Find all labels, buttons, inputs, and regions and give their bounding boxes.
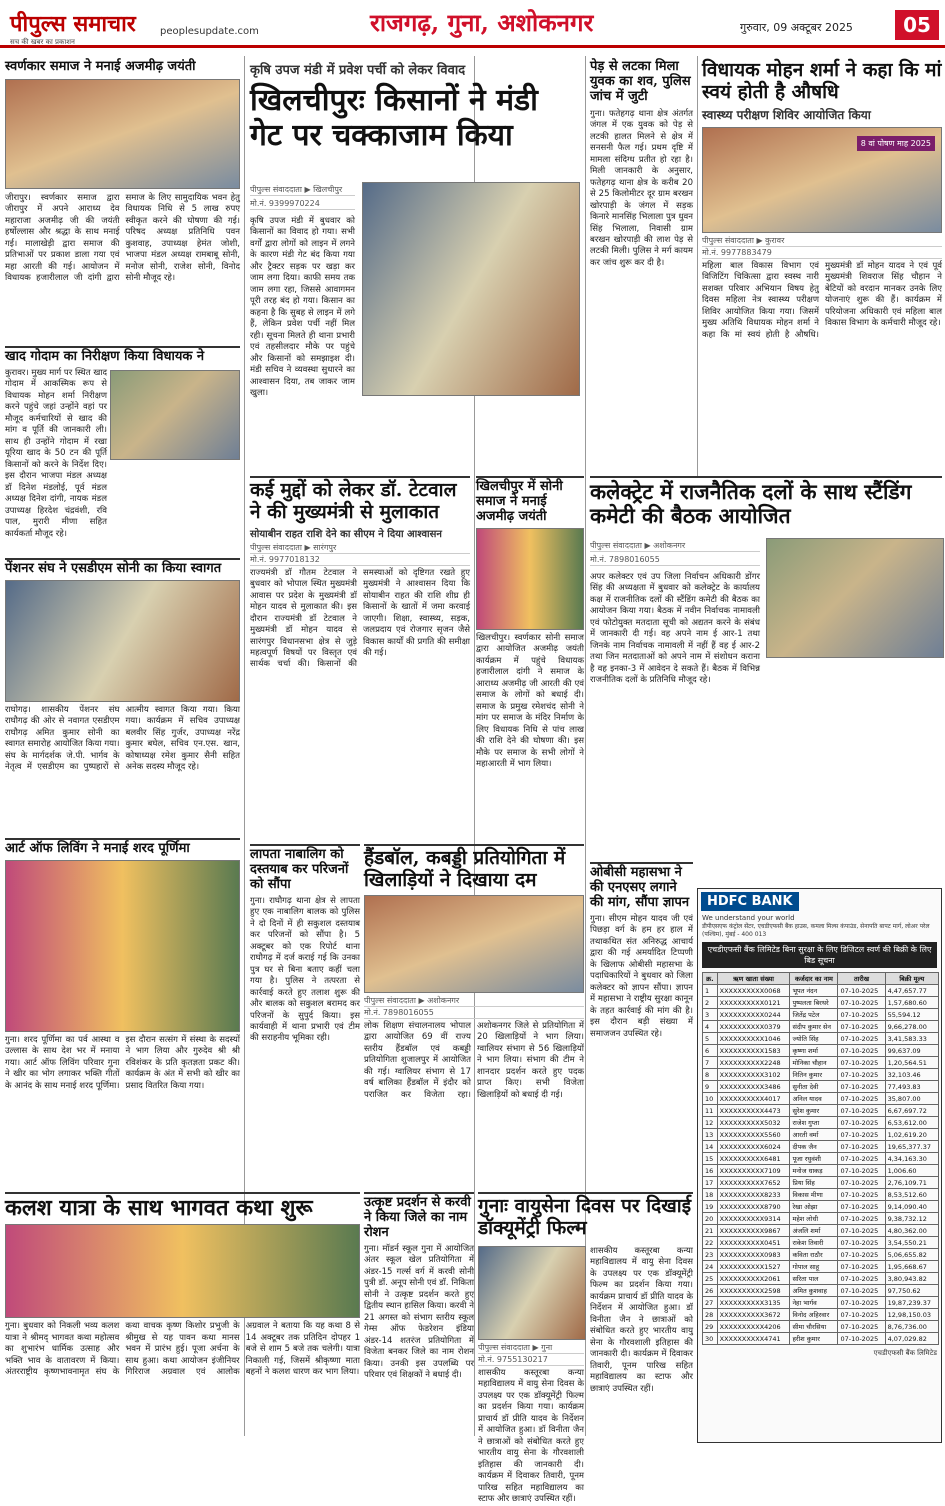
table-cell: 07-10-2025	[838, 1309, 885, 1321]
table-cell: 19,65,377.37	[885, 1141, 938, 1153]
table-row	[703, 1285, 939, 1297]
table-cell: 14	[703, 1141, 718, 1153]
story-photo	[702, 127, 942, 233]
table-cell: 2,76,109.71	[885, 1177, 938, 1189]
story-subhead: स्वास्थ्य परीक्षण शिविर आयोजित किया	[702, 107, 871, 122]
table-row	[703, 1105, 939, 1117]
story-byline: पीपुल्स संवाददाता ▶ अशोकनगर	[590, 540, 760, 552]
table-cell: 27	[703, 1297, 718, 1309]
table-cell: XXXXXXXXXX0068	[717, 985, 790, 997]
table-cell: महेश लोधी	[790, 1213, 838, 1225]
table-cell: सुरेश कुमार	[790, 1105, 838, 1117]
table-cell: XXXXXXXXXX0121	[717, 997, 790, 1009]
table-cell: XXXXXXXXXX4206	[717, 1321, 790, 1333]
table-cell: XXXXXXXXXX4741	[717, 1333, 790, 1345]
ad-footer: एचडीएफसी बैंक लिमिटेड	[873, 1349, 937, 1357]
table-cell: 21	[703, 1225, 718, 1237]
table-cell: संदीप कुमार सेन	[790, 1021, 838, 1033]
story-headline: स्वर्णकार समाज ने मनाई अजमीढ़ जयंती	[5, 59, 196, 74]
table-cell: 07-10-2025	[838, 1021, 885, 1033]
table-cell: 6,67,697.72	[885, 1105, 938, 1117]
story-headline: खाद गोदाम का निरीक्षण किया विधायक ने	[5, 349, 205, 364]
table-cell: गोपाल साहू	[790, 1261, 838, 1273]
story-body: कृषि उपज मंडी में बुधवार को किसानों का विवाद हो गया। सभी वर्गों द्वारा लोगों को लाइन में लगने के कारण मंडी गेट बंद किया गया और ट्रैक्टर सड़क पर खड़ा कर जाम लगा दिया। काफी समय तक जाम लगा रहा, जिससे आवागमन पूरी तरह बंद हो गया। किसान का कहना है कि सुबह से लाइन में लगे हैं, लेकिन प्रवेश पर्ची नहीं मिल रही। सूचना मिलते ही थाना प्रभारी एवं तहसीलदार मौके पर पहुंचे और किसानों को समझाइश दी। मंडी सचिव ने व्यवस्था सुधारने का आश्वासन दिया, तब जाकर जाम खुला।	[250, 216, 355, 399]
table-cell: 3,41,583.33	[885, 1033, 938, 1045]
table-cell: 4,47,657.77	[885, 985, 938, 997]
table-cell: 07-10-2025	[838, 1117, 885, 1129]
story-karvi-achievement	[364, 1192, 474, 1440]
table-cell: अनिल यादव	[790, 1093, 838, 1105]
story-headline: कई मुद्दों को लेकर डॉ. टेटवाल ने की मुख्यमंत्री से मुलाकात	[250, 479, 457, 523]
table-header: ऋण खाता संख्या	[717, 973, 790, 985]
table-cell: 1,57,680.60	[885, 997, 938, 1009]
table-cell: 55,594.12	[885, 1009, 938, 1021]
auction-table	[702, 972, 939, 1345]
table-cell: अंजलि शर्मा	[790, 1225, 838, 1237]
story-headline: पेड़ से लटका मिला युवक का शव, पुलिस जांच में जुटी	[590, 59, 691, 104]
table-cell: 26	[703, 1285, 718, 1297]
table-cell: XXXXXXXXXX9314	[717, 1213, 790, 1225]
table-cell: भूपत नंदन	[790, 985, 838, 997]
table-cell: 07-10-2025	[838, 1285, 885, 1297]
table-cell: 07-10-2025	[838, 1189, 885, 1201]
table-cell: XXXXXXXXXX7652	[717, 1177, 790, 1189]
story-photo	[5, 580, 240, 702]
story-headline: विधायक मोहन शर्मा ने कहा कि मां स्वयं होती है औषधि	[702, 59, 942, 103]
table-cell: 24	[703, 1261, 718, 1273]
table-cell: 13	[703, 1129, 718, 1141]
story-headline: कलेक्ट्रेट में राजनैतिक दलों के साथ स्टैंडिंग कमेटी की बैठक आयोजित	[590, 479, 912, 529]
table-cell: 12,98,150.03	[885, 1309, 938, 1321]
table-cell: XXXXXXXXXX3486	[717, 1081, 790, 1093]
newspaper-logo: पीपुल्स समाचार सच की खबर का प्रकाशन	[10, 11, 136, 46]
table-cell: 6,53,612.00	[885, 1117, 938, 1129]
table-cell: 28	[703, 1309, 718, 1321]
table-cell: 8,53,512.60	[885, 1189, 938, 1201]
table-cell: 9	[703, 1081, 718, 1093]
notice-title: एचडीएफसी बैंक लिमिटेड बिना सुरक्षा के लिए डिजिटल स्वर्ण की बिक्री के लिए बिड सूचना	[702, 942, 937, 968]
story-body: अपर कलेक्टर एवं उप जिला निर्वाचन अधिकारी डोंगर सिंह की अध्यक्षता में बुधवार को कलेक्ट्रेट के कार्यालय कक्ष में राजनीतिक दलों की स्टैंडिंग कमेटी की बैठक का आयोजन किया गया। बैठक में नवीन निर्वाचक नामावली एवं फोटोयुक्त मतदाता सूची को अद्यतन करने के संबंध में जानकारी दी गई। वह अपने नाम ई आर-1 तथा जिनके नाम निर्वाचक नामावली में नहीं हैं वह ई आर-2 तथा जिन मतदाताओं को अपने नाम में संशोधन कराना है वह इनका-3 में आवेदन दे सकते हैं। बैठक में विभिन्न राजनीतिक दलों के प्रतिनिधि मौजूद रहे।	[590, 572, 760, 686]
table-cell: XXXXXXXXXX1527	[717, 1261, 790, 1273]
story-byline: पीपुल्स संवाददाता ▶ अशोकनगर	[364, 995, 584, 1007]
table-row	[703, 1237, 939, 1249]
table-row	[703, 1177, 939, 1189]
story-photo	[362, 182, 580, 396]
table-row	[703, 1297, 939, 1309]
table-cell: 07-10-2025	[838, 1297, 885, 1309]
table-cell: 23	[703, 1249, 718, 1261]
table-cell: 1	[703, 985, 718, 997]
story-body: गुना। सीएम मोहन यादव जी एवं पिछड़ा वर्ग के हम हर हाल में तथाकथित संत अनिरुद्ध आचार्य द्वारा की गई अमर्यादित टिप्पणी के खिलाफ ओबीसी महासभा के पदाधिकारियों ने बुधवार को जिला कलेक्टर को ज्ञापन सौंपा। ज्ञापन में महासभा ने राष्ट्रीय सुरक्षा कानून के तहत कार्रवाई की मांग की है। इस दौरान बड़ी संख्या में समाजजन उपस्थित रहे।	[590, 913, 693, 1039]
column-divider	[697, 56, 698, 476]
table-cell: 07-10-2025	[838, 1321, 885, 1333]
table-cell: 07-10-2025	[838, 1273, 885, 1285]
table-cell: XXXXXXXXXX1583	[717, 1045, 790, 1057]
table-header: बिक्री मूल्य	[885, 973, 938, 985]
table-row	[703, 1189, 939, 1201]
table-cell: नेहा भार्गव	[790, 1297, 838, 1309]
table-cell: सुनीता देवी	[790, 1081, 838, 1093]
table-cell: 9,14,090.40	[885, 1201, 938, 1213]
table-cell: मोनिका चौहान	[790, 1057, 838, 1069]
story-headline: पेंशनर संघ ने एसडीएम सोनी का किया स्वागत	[5, 561, 222, 576]
table-cell: 4,34,163.30	[885, 1153, 938, 1165]
story-body: गुना। राघौगढ़ थाना क्षेत्र से लापता हुए एक नाबालिग बालक को पुलिस ने दो दिनों में ही सकुशल दस्तयाब कर परिजनों को सौंपा है। 5 अक्टूबर को एक रिपोर्ट थाना राघौगढ़ में दर्ज कराई गई कि उनका पुत्र घर से बिना बताए कहीं चला गया है। पुलिस ने तत्परता से कार्रवाई करते हुए तलाश शुरू की और बालक को सकुशल बरामद कर परिजनों के सुपुर्द किया। इस कार्यवाही में थाना प्रभारी एवं टीम की सराहनीय भूमिका रही।	[250, 895, 360, 1044]
story-body: खिलचीपुर। स्वर्णकार सोनी समाज द्वारा आयोजित अजमीढ़ जयंती कार्यक्रम में पहुंचे विधायक हजारीलाल दांगी ने समाज के आराध्य अजमीढ़ जी आरती की एवं समाज के लोगों को बधाई दी। समाज के प्रमुख रमेशचंद सोनी ने मांग पर समाज के मंदिर निर्माण के लिए विधायक निधि से पांच लाख की राशि देने की घोषणा की। इस मौके पर समाज के सभी लोगों ने महाआरती में भाग लिया।	[476, 632, 584, 769]
table-cell: राकेश तिवारी	[790, 1237, 838, 1249]
story-handball-kabaddi	[364, 844, 584, 1184]
story-photo	[5, 1224, 360, 1318]
table-cell: 07-10-2025	[838, 1009, 885, 1021]
story-byline: पीपुल्स संवाददाता ▶ खिलचीपुर	[250, 184, 355, 196]
table-cell: 07-10-2025	[838, 1177, 885, 1189]
story-mobile: मो.नं. 9399970224	[250, 198, 355, 210]
table-cell: 30	[703, 1333, 718, 1345]
table-cell: 6	[703, 1045, 718, 1057]
table-cell: 4	[703, 1021, 718, 1033]
story-pensioner-welcome	[5, 558, 240, 834]
table-row	[703, 1021, 939, 1033]
table-row	[703, 1261, 939, 1273]
table-row	[703, 1273, 939, 1285]
story-headline: गुनाः वायुसेना दिवस पर दिखाई डॉक्यूमेंट्री फिल्म	[478, 1195, 692, 1239]
story-photo	[5, 79, 240, 189]
page-number: 05	[895, 10, 939, 40]
table-cell: 3	[703, 1009, 718, 1021]
story-standing-committee-meeting	[590, 476, 942, 858]
table-cell: 5	[703, 1033, 718, 1045]
story-headline: आर्ट ऑफ लिविंग ने मनाई शरद पूर्णिमा	[5, 841, 190, 856]
story-fertilizer-godown	[5, 346, 240, 554]
table-cell: XXXXXXXXXX8233	[717, 1189, 790, 1201]
table-cell: 4,80,362.00	[885, 1225, 938, 1237]
table-cell: 19	[703, 1201, 718, 1213]
table-cell: ज्योति सिंह	[790, 1033, 838, 1045]
table-header: क्र.	[703, 973, 718, 985]
story-body: जीरापुर। स्वर्णकार समाज द्वारा जीरापुर में अपने आराध्य देव महाराजा अजमीढ़ जी की जयंती हर्षोल्लास और श्रद्धा के साथ मनाई गई। मालाखेड़ी द्वारा समाज की प्रतिभाओं पर प्रकाश डाला गया एवं महा आरती की गई। आयोजन में विधायक हजारीलाल जी दांगी द्वारा समाज के लिए सामुदायिक भवन हेतु विधायक निधि से 5 लाख रुपए स्वीकृत करने की घोषणा की गई। परिषद अध्यक्ष प्रतिनिधि पवन कुशवाह, उपाध्यक्ष हेमंत जोशी, भाजपा मंडल अध्यक्ष रामबाबू सोनी, मनोज सोनी, राजेश सोनी, विनोद सोनी मौजूद रहे।	[5, 192, 240, 284]
table-cell: जितेंद्र पटेल	[790, 1009, 838, 1021]
story-headline: उत्कृष्ट प्रदर्शन से करवी ने किया जिले का नाम रोशन	[364, 1195, 471, 1240]
story-art-of-living	[5, 838, 240, 1188]
story-mobile: मो.नं. 7898016055	[590, 554, 760, 566]
table-row	[703, 1213, 939, 1225]
story-youth-body-found	[590, 60, 693, 472]
table-row	[703, 1309, 939, 1321]
table-row	[703, 1117, 939, 1129]
table-row	[703, 1153, 939, 1165]
story-body: गुना। बुधवार को निकली भव्य कलश यात्रा ने श्रीमद् भागवत कथा महोत्सव का शुभारंभ धार्मिक उत्साह और भक्ति भाव के वातावरण में किया। अंतरराष्ट्रीय कृष्णभावनामृत संघ के कथा वाचक कृष्ण किशोर प्रभुजी के श्रीमुख से यह पावन कथा मानस भवन में प्रारंभ हुई। पूजा अर्चना के साथ हुआ। कथा आयोजन इंजीनियर गिरिराज अग्रवाल एवं आलोक अग्रवाल ने बताया कि यह कथा 8 से 14 अक्टूबर तक प्रतिदिन दोपहर 1 बजे से शाम 5 बजे तक चलेगी। यात्रा निकाली गई, जिसमें श्रीकृष्णा माता बहनों ने कलश धारण कर भाग लिया।	[5, 1321, 360, 1378]
story-body-continued: शासकीय कस्तूरबा कन्या महाविद्यालय में वायु सेना दिवस के उपलक्ष्य पर एक डॉक्यूमेंट्री फिल्म का प्रदर्शन किया गया। कार्यक्रम प्राचार्य डॉ प्रीति यादव के निर्देशन में आयोजित हुआ। डॉ विनीता जैन ने छात्राओं को संबोधित करते हुए भारतीय वायु सेना के गौरवशाली इतिहास की जानकारी दी। कार्यक्रम में दिवाकर तिवारी, पूनम पारिख सहित महाविद्यालय का स्टाफ और छात्राएं उपस्थित रहीं।	[590, 1246, 693, 1394]
table-cell: XXXXXXXXXX7109	[717, 1165, 790, 1177]
table-cell: 07-10-2025	[838, 1201, 885, 1213]
story-photo	[364, 895, 584, 993]
table-cell: 77,493.83	[885, 1081, 938, 1093]
table-cell: 1,95,668.67	[885, 1261, 938, 1273]
table-header: तारीख	[838, 973, 885, 985]
table-row	[703, 1045, 939, 1057]
story-body: गुना। मॉडर्न स्कूल गुना में आयोजित अंतर स्कूल खेल प्रतियोगिता में अंडर-15 गर्ल्स वर्ग में करवी सोनी पुत्री डॉ. अनूप सोनी एवं डॉ. निकिता सोनी ने उत्कृष्ट प्रदर्शन करते हुए द्वितीय स्थान हासिल किया। करवी ने 21 अगस्त को संभाग स्तरीय स्कूल गेम्स ऑफ फेडरेशन इंडिया अंडर-14 शतरंज प्रतियोगिता में विजेता बनकर जिले का नाम रोशन किया। उनकी इस उपलब्धि पर परिवार एवं शिक्षकों ने बधाई दी।	[364, 1243, 474, 1380]
story-body: महिला बाल विकास विभाग एवं विजिटिंग चिकित्सा द्वारा स्वस्थ नारी सशक्त परिवार अभियान विषय हेतु दिवस महिला नेत्र स्वास्थ्य परीक्षण शिविर आयोजित किया गया। जिसमें मुख्य अतिथि विधायक मोहन शर्मा ने कहा कि मां स्वयं होती है औषधि। मुख्यमंत्री डॉ मोहन यादव ने एवं पूर्व मुख्यमंत्री शिवराज सिंह चौहान ने बेटियों को वरदान मानकर उनके लिए योजनाएं शुरू की हैं। कार्यक्रम में परियोजना अधिकारी एवं महिला बाल विकास विभाग के कर्मचारी मौजूद रहे।	[702, 260, 942, 340]
table-cell: 07-10-2025	[838, 1141, 885, 1153]
table-cell: 07-10-2025	[838, 1129, 885, 1141]
table-row	[703, 1093, 939, 1105]
table-cell: XXXXXXXXXX4017	[717, 1093, 790, 1105]
story-kalash-yatra	[5, 1192, 360, 1440]
table-cell: 35,807.00	[885, 1093, 938, 1105]
table-cell: 07-10-2025	[838, 1069, 885, 1081]
table-cell: राजेश गुप्ता	[790, 1117, 838, 1129]
issue-date: गुरुवार, 09 अक्टूबर 2025	[740, 21, 853, 34]
table-cell: 32,103.46	[885, 1069, 938, 1081]
page-region-title: राजगढ़, गुना, अशोकनगर	[370, 8, 594, 37]
story-tetwal-cm-meeting	[250, 476, 470, 840]
table-header: कर्जदार का नाम	[790, 973, 838, 985]
table-cell: रेखा ओझा	[790, 1201, 838, 1213]
table-cell: 07-10-2025	[838, 985, 885, 997]
table-cell: 2	[703, 997, 718, 1009]
story-body: राघोगढ़। शासकीय पेंशनर संघ राघौगढ़ की ओर से नवागत एसडीएम राघौगढ़ अमित कुमार सोनी का स्वागत समारोह आयोजित किया गया। संघ के मार्गदर्शक जे.पी. भार्गव के नेतृत्व में एसडीएम का पुष्पहारों से आत्मीय स्वागत किया गया। किया गया। कार्यक्रम में सचिव उपाध्यक्ष बलवीर सिंह गुर्जर, उपाध्यक्ष नरेंद्र कुमार बघेल, सचिव एन.एस. खान, कोषाध्यक्ष रमेश कुमार सैनी सहित अनेक सदस्य मौजूद रहे।	[5, 704, 240, 773]
table-cell: 8	[703, 1069, 718, 1081]
story-headline: खिलचीपुर में सोनी समाज ने मनाई अजमीढ़ जयंती	[476, 479, 563, 524]
table-cell: 07-10-2025	[838, 1033, 885, 1045]
story-headline: लापता नाबालिग को दस्तयाब कर परिजनों को सौंपा	[250, 847, 349, 892]
table-cell: 4,07,029.82	[885, 1333, 938, 1345]
story-photo	[5, 860, 240, 1032]
table-cell: हरीश कुमार	[790, 1333, 838, 1345]
table-row	[703, 1321, 939, 1333]
story-photo	[478, 1246, 586, 1340]
table-cell: XXXXXXXXXX2061	[717, 1273, 790, 1285]
table-cell: 12	[703, 1117, 718, 1129]
table-row	[703, 1201, 939, 1213]
table-cell: 07-10-2025	[838, 1093, 885, 1105]
table-cell: 1,006.60	[885, 1165, 938, 1177]
story-photo	[110, 370, 240, 460]
table-cell: XXXXXXXXXX4473	[717, 1105, 790, 1117]
table-cell: XXXXXXXXXX9867	[717, 1225, 790, 1237]
table-cell: 1,02,619.20	[885, 1129, 938, 1141]
table-cell: आरती वर्मा	[790, 1129, 838, 1141]
table-row	[703, 1129, 939, 1141]
table-cell: 25	[703, 1273, 718, 1285]
story-mobile: मो.नं. 9977018132	[250, 554, 470, 566]
story-subhead: सोयाबीन राहत राशि देने का सीएम ने दिया आश्वासन	[250, 528, 442, 540]
story-airforce-day-film	[478, 1192, 693, 1505]
story-headline: ओबीसी महासभा ने की एनएसए लगाने की मांग, सौंपा ज्ञापन	[590, 865, 690, 910]
story-khilchipur-soni-samaj	[476, 476, 584, 840]
table-cell: 20	[703, 1213, 718, 1225]
table-cell: मनोज धाकड़	[790, 1165, 838, 1177]
table-cell: 07-10-2025	[838, 1045, 885, 1057]
table-row	[703, 1033, 939, 1045]
table-cell: अमित कुशवाह	[790, 1285, 838, 1297]
story-body: गुना। फतेहगढ़ थाना क्षेत्र अंतर्गत जंगल में एक युवक को पेड़ से लटकी हालत मिलने से क्षेत्र में सनसनी फैल गई। प्रथम दृष्टि में मामला संदिग्ध प्रतीत हो रहा है। मिली जानकारी के अनुसार, फतेहगढ़ थाना क्षेत्र के करीब 20 से 25 किलोमीटर दूर ग्राम बरखन खोरपाड़ी के जंगल में सड़क किनारे मानसिंह भिलाला पुत्र धुवन सिंह भिलाला, निवासी ग्राम बरखन खोरपाड़ी की लाश पेड़ से लटकी मिली। पुलिस ने मर्ग कायम कर जांच शुरू कर दी है।	[590, 108, 693, 268]
table-cell: XXXXXXXXXX5560	[717, 1129, 790, 1141]
story-mohan-sharma-health-camp	[702, 60, 942, 472]
story-mandi-chakkajam	[250, 60, 578, 472]
story-body: कुरावर। मुख्य मार्ग पर स्थित खाद गोदाम में आकस्मिक रूप से विधायक मोहन शर्मा निरीक्षण करने पहुंचे जहां उन्होंने वहां पर मौजूद कर्मचारियों से खाद की मांग व पूर्ति की जानकारी ली। साथ ही उन्होंने गोदाम में रखा यूरिया खाद के 50 टन की पूर्ति किसानों को करने के निर्देश दिए। इस दौरान भाजपा मंडल अध्यक्ष डॉ दिनेश मंडलोई, पूर्व मंडल अध्यक्ष दिनेश दांगी, नायक मंडल उपाध्यक्ष हिरदेश चंद्रवंशी, रवि पाल, मुरारी मीणा सहित कार्यकर्ता मौजूद रहे।	[5, 367, 107, 539]
table-cell: XXXXXXXXXX2598	[717, 1285, 790, 1297]
table-cell: XXXXXXXXXX3102	[717, 1069, 790, 1081]
story-headline: खिलचीपुरः किसानों ने मंडी गेट पर चक्काजाम किया	[250, 83, 538, 153]
table-cell: 07-10-2025	[838, 1225, 885, 1237]
story-body: शासकीय कस्तूरबा कन्या महाविद्यालय में वायु सेना दिवस के उपलक्ष्य पर एक डॉक्यूमेंट्री फिल्म का प्रदर्शन किया गया। कार्यक्रम प्राचार्य डॉ प्रीति यादव के निर्देशन में आयोजित हुआ। डॉ विनीता जैन ने छात्राओं को संबोधित करते हुए भारतीय वायु सेना के गौरवशाली इतिहास की जानकारी दी। कार्यक्रम में दिवाकर तिवारी, पूनम पारिख सहित महाविद्यालय का स्टाफ और छात्राएं उपस्थित रहीं।	[478, 1368, 584, 1505]
table-cell: 07-10-2025	[838, 1237, 885, 1249]
table-cell: 07-10-2025	[838, 997, 885, 1009]
table-cell: XXXXXXXXXX1046	[717, 1033, 790, 1045]
table-cell: 7	[703, 1057, 718, 1069]
table-cell: 97,750.62	[885, 1285, 938, 1297]
table-cell: 07-10-2025	[838, 1213, 885, 1225]
poshan-maah-banner: 8 वां पोषण माह 2025	[857, 136, 935, 151]
table-row	[703, 1333, 939, 1345]
bank-address: डीपीएसएफ कंट्रोल सेंटर, एचडीएफसी बैंक हाउस, कमला मिल्स कंपाउंड, सेनापति बापट मार्ग, लोअर परेल (पश्चिम), मुंबई - 400 013	[702, 923, 930, 938]
table-cell: XXXXXXXXXX0983	[717, 1249, 790, 1261]
table-cell: सरिता पाल	[790, 1273, 838, 1285]
table-cell: 07-10-2025	[838, 1333, 885, 1345]
website-url[interactable]: peoplesupdate.com	[160, 26, 259, 37]
table-cell: 11	[703, 1105, 718, 1117]
story-body: राज्यमंत्री डॉ गौतम टेटवाल ने बुधवार को भोपाल स्थित मुख्यमंत्री आवास पर प्रदेश के मुख्यमंत्री डॉ मोहन यादव से मुलाकात की। इस दौरान राज्यमंत्री डॉ टेटवाल ने मुख्यमंत्री डॉ मोहन यादव से सारंगपुर विधानसभा क्षेत्र से जुड़े महत्वपूर्ण विषयों पर विस्तृत एवं सार्थक चर्चा की। किसानों की समस्याओं को दृष्टिगत रखते हुए मुख्यमंत्री ने आश्वासन दिया कि सोयाबीन राहत की राशि शीघ्र ही किसानों के खातों में जमा करवाई जाएगी। शिक्षा, स्वास्थ्य, सड़क, जलप्रदाय एवं रोजगार सृजन जैसे विकास कार्यों की प्रगति की समीक्षा की गई।	[250, 567, 470, 670]
story-photo	[476, 528, 584, 630]
table-cell: XXXXXXXXXX0451	[717, 1237, 790, 1249]
table-cell: XXXXXXXXXX3672	[717, 1309, 790, 1321]
story-body: गुना। शरद पूर्णिमा का पर्व आस्था व उल्लास के साथ देश भर में मनाया गया। आर्ट ऑफ लिविंग परिवार गुना ने खीर का भोग लगाकर भक्ति गीतों के आनंद के साथ मनाई शरद पूर्णिमा। इस दौरान सत्संग में संस्था के सदस्यों ने भाग लिया और गुरुदेव श्री श्री रविशंकर के प्रति कृतज्ञता प्रकट की। कार्यक्रम के अंत में सभी को खीर का प्रसाद वितरित किया गया।	[5, 1034, 240, 1091]
table-cell: XXXXXXXXXX8790	[717, 1201, 790, 1213]
table-cell: 07-10-2025	[838, 1153, 885, 1165]
story-mobile: मो.नं. 9977883479	[702, 247, 942, 259]
table-cell: पुष्पलता बिरथरे	[790, 997, 838, 1009]
bank-logo: HDFC BANK	[701, 892, 799, 911]
table-cell: 15	[703, 1153, 718, 1165]
table-row	[703, 1249, 939, 1261]
story-mobile: मो.नं. 7898016055	[364, 1007, 584, 1019]
table-cell: नितिन कुमार	[790, 1069, 838, 1081]
table-cell: पूजा रघुवंशी	[790, 1153, 838, 1165]
table-cell: 99,637.09	[885, 1045, 938, 1057]
table-row	[703, 997, 939, 1009]
story-swarnakar-jayanti	[5, 60, 240, 342]
table-cell: XXXXXXXXXX3135	[717, 1297, 790, 1309]
table-cell: 8,76,736.00	[885, 1321, 938, 1333]
story-byline: पीपुल्स संवाददाता ▶ सारंगपुर	[250, 542, 470, 554]
table-cell: 07-10-2025	[838, 1057, 885, 1069]
table-cell: XXXXXXXXXX0244	[717, 1009, 790, 1021]
table-cell: XXXXXXXXXX5032	[717, 1117, 790, 1129]
table-row	[703, 1165, 939, 1177]
table-cell: XXXXXXXXXX2248	[717, 1057, 790, 1069]
story-headline: कलश यात्रा के साथ भागवत कथा शुरू	[5, 1195, 313, 1221]
table-cell: कविता राठौर	[790, 1249, 838, 1261]
table-cell: प्रिया सिंह	[790, 1177, 838, 1189]
table-row	[703, 1225, 939, 1237]
table-cell: 17	[703, 1177, 718, 1189]
table-cell: 07-10-2025	[838, 1249, 885, 1261]
table-cell: 9,66,278.00	[885, 1021, 938, 1033]
table-cell: 22	[703, 1237, 718, 1249]
table-row	[703, 1081, 939, 1093]
table-cell: 19,87,239.37	[885, 1297, 938, 1309]
table-row	[703, 1069, 939, 1081]
table-cell: 29	[703, 1321, 718, 1333]
table-cell: 3,54,550.21	[885, 1237, 938, 1249]
table-row	[703, 1009, 939, 1021]
table-row	[703, 1141, 939, 1153]
table-cell: XXXXXXXXXX6481	[717, 1153, 790, 1165]
table-cell: XXXXXXXXXX0379	[717, 1021, 790, 1033]
table-cell: 07-10-2025	[838, 1105, 885, 1117]
story-byline: पीपुल्स संवाददाता ▶ गुना	[478, 1342, 584, 1354]
table-cell: 16	[703, 1165, 718, 1177]
story-mobile: मो.नं. 9755130217	[478, 1354, 584, 1366]
logo-tagline: सच की खबर का प्रकाशन	[10, 38, 75, 46]
table-cell: 1,20,564.51	[885, 1057, 938, 1069]
table-row	[703, 1057, 939, 1069]
story-photo	[766, 538, 944, 658]
story-obc-mahasabha-memo	[590, 862, 693, 1184]
table-cell: 10	[703, 1093, 718, 1105]
table-cell: 9,38,732.12	[885, 1213, 938, 1225]
story-body: लोक शिक्षण संचालनालय भोपाल द्वारा आयोजित 69 वीं राज्य स्तरीय हैंडबॉल एवं कबड्डी प्रतियोगिता शुजालपुर में आयोजित की गई। ग्वालियर संभाग से 17 वर्ष बालिका हैंडबॉल में इंदौर को पराजित कर विजेता रहा। अशोकनगर जिले से प्रतियोगिता में 20 खिलाड़ियों ने भाग लिया। ग्वालियर संभाग से 56 खिलाड़ियों ने भाग लिया। संभाग की टीम ने शानदार प्रदर्शन करते हुए पदक प्राप्त किए। सभी विजेता खिलाड़ियों को बधाई दी गई।	[364, 1020, 584, 1100]
table-cell: XXXXXXXXXX6024	[717, 1141, 790, 1153]
story-missing-minor-found	[250, 844, 360, 1184]
story-headline: हैंडबॉल, कबड्डी प्रतियोगिता में खिलाड़ियों ने दिखाया दम	[364, 847, 566, 891]
table-cell: दीपक जैन	[790, 1141, 838, 1153]
bank-tagline: We understand your world	[702, 914, 795, 922]
story-byline: पीपुल्स संवाददाता ▶ कुरावर	[702, 235, 942, 247]
table-cell: विकास मीणा	[790, 1189, 838, 1201]
table-row	[703, 985, 939, 997]
table-cell: कृष्णा शर्मा	[790, 1045, 838, 1057]
story-kicker: कृषि उपज मंडी में प्रवेश पर्ची को लेकर विवाद	[250, 63, 466, 78]
table-cell: 07-10-2025	[838, 1261, 885, 1273]
table-cell: विनोद अहिरवार	[790, 1309, 838, 1321]
hdfc-bank-notice-ad	[697, 888, 942, 1443]
table-cell: सीमा चौरसिया	[790, 1321, 838, 1333]
table-cell: 3,80,943.82	[885, 1273, 938, 1285]
table-cell: 5,06,655.82	[885, 1249, 938, 1261]
table-cell: 07-10-2025	[838, 1165, 885, 1177]
table-cell: 07-10-2025	[838, 1081, 885, 1093]
table-cell: 18	[703, 1189, 718, 1201]
